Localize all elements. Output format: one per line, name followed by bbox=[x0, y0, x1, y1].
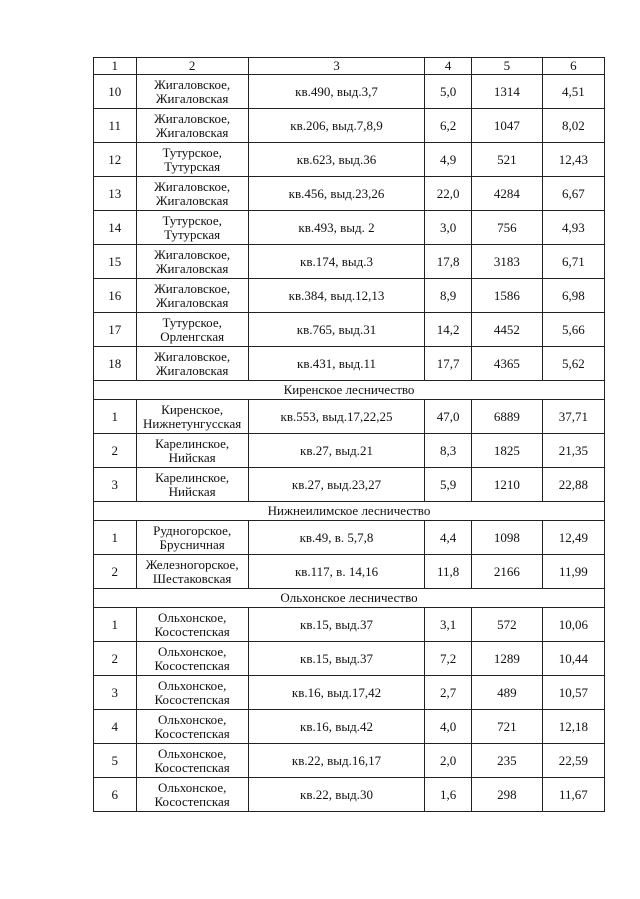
value-cell: 5,62 bbox=[542, 347, 604, 381]
district-line: Киренское, bbox=[161, 401, 224, 417]
district-line: Нийская bbox=[168, 483, 216, 499]
row-number-cell: 10 bbox=[94, 75, 137, 109]
row-number-cell: 4 bbox=[94, 710, 137, 744]
table-row bbox=[94, 109, 605, 143]
column-number-header-row bbox=[94, 58, 605, 75]
district-line: Ольхонское, bbox=[157, 711, 227, 727]
header-cell: 4 bbox=[425, 58, 472, 75]
quarter-section-cell: кв.493, выд. 2 bbox=[248, 211, 425, 245]
quarter-section-cell: кв.384, выд.12,13 bbox=[248, 279, 425, 313]
quarter-section-cell: кв.22, выд.30 bbox=[248, 778, 425, 812]
value-cell: 12,49 bbox=[542, 521, 604, 555]
table-row bbox=[94, 177, 605, 211]
table-row bbox=[94, 521, 605, 555]
district-line: Жигаловская bbox=[155, 124, 229, 140]
area-cell: 22,0 bbox=[425, 177, 472, 211]
row-number-cell: 2 bbox=[94, 555, 137, 589]
area-cell: 8,9 bbox=[425, 279, 472, 313]
district-line: Орленгская bbox=[160, 328, 225, 344]
value-cell: 21,35 bbox=[542, 434, 604, 468]
volume-cell: 1314 bbox=[472, 75, 543, 109]
district-line: Тутурское, bbox=[162, 212, 222, 228]
forest-district-cell bbox=[136, 642, 248, 676]
section-title: Нижнеилимское лесничество bbox=[94, 502, 605, 521]
volume-cell: 298 bbox=[472, 778, 543, 812]
value-cell: 12,18 bbox=[542, 710, 604, 744]
district-line: Жигаловская bbox=[155, 90, 229, 106]
table-row bbox=[94, 744, 605, 778]
area-cell: 11,8 bbox=[425, 555, 472, 589]
table-row bbox=[94, 400, 605, 434]
value-cell: 22,59 bbox=[542, 744, 604, 778]
forest-district-cell bbox=[136, 347, 248, 381]
quarter-section-cell: кв.49, в. 5,7,8 bbox=[248, 521, 425, 555]
quarter-section-cell: кв.15, выд.37 bbox=[248, 642, 425, 676]
table-row bbox=[94, 75, 605, 109]
value-cell: 37,71 bbox=[542, 400, 604, 434]
row-number-cell: 3 bbox=[94, 676, 137, 710]
quarter-section-cell: кв.22, выд.16,17 bbox=[248, 744, 425, 778]
quarter-section-cell: кв.765, выд.31 bbox=[248, 313, 425, 347]
district-line: Косостепская bbox=[154, 793, 230, 809]
district-line: Косостепская bbox=[154, 691, 230, 707]
district-line: Ольхонское, bbox=[157, 609, 227, 625]
table-row bbox=[94, 608, 605, 642]
district-line: Жигаловское, bbox=[154, 178, 231, 194]
forest-district-cell bbox=[136, 608, 248, 642]
forest-district-cell bbox=[136, 710, 248, 744]
quarter-section-cell: кв.174, выд.3 bbox=[248, 245, 425, 279]
district-line: Тутурская bbox=[164, 226, 221, 242]
district-line: Жигаловская bbox=[155, 294, 229, 310]
volume-cell: 6889 bbox=[472, 400, 543, 434]
volume-cell: 572 bbox=[472, 608, 543, 642]
district-line: Косостепская bbox=[154, 623, 230, 639]
district-line: Карелинское, bbox=[155, 469, 230, 485]
forest-district-cell bbox=[136, 400, 248, 434]
forest-district-cell bbox=[136, 744, 248, 778]
table-row bbox=[94, 642, 605, 676]
header-cell: 1 bbox=[94, 58, 137, 75]
table-body bbox=[94, 58, 605, 812]
row-number-cell: 1 bbox=[94, 400, 137, 434]
district-line: Жигаловское, bbox=[154, 110, 231, 126]
volume-cell: 489 bbox=[472, 676, 543, 710]
area-cell: 14,2 bbox=[425, 313, 472, 347]
row-number-cell: 2 bbox=[94, 642, 137, 676]
value-cell: 4,93 bbox=[542, 211, 604, 245]
quarter-section-cell: кв.456, выд.23,26 bbox=[248, 177, 425, 211]
area-cell: 7,2 bbox=[425, 642, 472, 676]
row-number-cell: 6 bbox=[94, 778, 137, 812]
district-line: Брусничная bbox=[159, 536, 225, 552]
area-cell: 4,9 bbox=[425, 143, 472, 177]
header-cell: 6 bbox=[542, 58, 604, 75]
volume-cell: 4284 bbox=[472, 177, 543, 211]
forest-district-cell bbox=[136, 521, 248, 555]
row-number-cell: 1 bbox=[94, 521, 137, 555]
area-cell: 1,6 bbox=[425, 778, 472, 812]
district-line: Ольхонское, bbox=[157, 745, 227, 761]
table-row bbox=[94, 245, 605, 279]
quarter-section-cell: кв.553, выд.17,22,25 bbox=[248, 400, 425, 434]
district-line: Нижнетунгусская bbox=[143, 415, 242, 431]
district-line: Нийская bbox=[168, 449, 216, 465]
quarter-section-cell: кв.431, выд.11 bbox=[248, 347, 425, 381]
volume-cell: 1825 bbox=[472, 434, 543, 468]
table-row bbox=[94, 468, 605, 502]
forest-district-cell bbox=[136, 143, 248, 177]
area-cell: 4,0 bbox=[425, 710, 472, 744]
district-line: Шестаковская bbox=[152, 570, 232, 586]
forest-district-cell bbox=[136, 211, 248, 245]
area-cell: 17,7 bbox=[425, 347, 472, 381]
forest-district-cell bbox=[136, 468, 248, 502]
district-line: Жигаловское, bbox=[154, 246, 231, 262]
area-cell: 5,9 bbox=[425, 468, 472, 502]
district-line: Рудногорское, bbox=[153, 522, 232, 538]
district-line: Косостепская bbox=[154, 657, 230, 673]
district-line: Косостепская bbox=[154, 725, 230, 741]
value-cell: 4,51 bbox=[542, 75, 604, 109]
district-line: Косостепская bbox=[154, 759, 230, 775]
volume-cell: 2166 bbox=[472, 555, 543, 589]
area-cell: 3,0 bbox=[425, 211, 472, 245]
area-cell: 17,8 bbox=[425, 245, 472, 279]
volume-cell: 756 bbox=[472, 211, 543, 245]
section-header-row bbox=[94, 381, 605, 400]
volume-cell: 4365 bbox=[472, 347, 543, 381]
row-number-cell: 5 bbox=[94, 744, 137, 778]
table-row bbox=[94, 211, 605, 245]
forest-district-cell bbox=[136, 676, 248, 710]
volume-cell: 3183 bbox=[472, 245, 543, 279]
volume-cell: 721 bbox=[472, 710, 543, 744]
volume-cell: 4452 bbox=[472, 313, 543, 347]
quarter-section-cell: кв.16, выд.42 bbox=[248, 710, 425, 744]
row-number-cell: 14 bbox=[94, 211, 137, 245]
district-line: Жигаловское, bbox=[154, 280, 231, 296]
table-row bbox=[94, 313, 605, 347]
quarter-section-cell: кв.490, выд.3,7 bbox=[248, 75, 425, 109]
area-cell: 47,0 bbox=[425, 400, 472, 434]
row-number-cell: 15 bbox=[94, 245, 137, 279]
area-cell: 2,7 bbox=[425, 676, 472, 710]
district-line: Ольхонское, bbox=[157, 643, 227, 659]
value-cell: 5,66 bbox=[542, 313, 604, 347]
forest-district-cell bbox=[136, 75, 248, 109]
value-cell: 10,06 bbox=[542, 608, 604, 642]
value-cell: 12,43 bbox=[542, 143, 604, 177]
value-cell: 22,88 bbox=[542, 468, 604, 502]
value-cell: 10,44 bbox=[542, 642, 604, 676]
forest-district-cell bbox=[136, 434, 248, 468]
row-number-cell: 17 bbox=[94, 313, 137, 347]
volume-cell: 1098 bbox=[472, 521, 543, 555]
district-line: Жигаловская bbox=[155, 362, 229, 378]
value-cell: 11,67 bbox=[542, 778, 604, 812]
district-line: Жигаловская bbox=[155, 192, 229, 208]
table-row bbox=[94, 143, 605, 177]
row-number-cell: 2 bbox=[94, 434, 137, 468]
value-cell: 6,98 bbox=[542, 279, 604, 313]
district-line: Тутурская bbox=[164, 158, 221, 174]
forest-district-cell bbox=[136, 245, 248, 279]
section-header-row bbox=[94, 589, 605, 608]
table-row bbox=[94, 279, 605, 313]
section-title: Киренское лесничество bbox=[94, 381, 605, 400]
forest-district-cell bbox=[136, 177, 248, 211]
header-cell: 2 bbox=[136, 58, 248, 75]
quarter-section-cell: кв.623, выд.36 bbox=[248, 143, 425, 177]
row-number-cell: 11 bbox=[94, 109, 137, 143]
district-line: Тутурское, bbox=[162, 314, 222, 330]
district-line: Карелинское, bbox=[155, 435, 230, 451]
section-title: Ольхонское лесничество bbox=[94, 589, 605, 608]
section-header-row bbox=[94, 502, 605, 521]
area-cell: 3,1 bbox=[425, 608, 472, 642]
area-cell: 5,0 bbox=[425, 75, 472, 109]
quarter-section-cell: кв.117, в. 14,16 bbox=[248, 555, 425, 589]
table-row bbox=[94, 710, 605, 744]
district-line: Тутурское, bbox=[162, 144, 222, 160]
table-row bbox=[94, 555, 605, 589]
row-number-cell: 13 bbox=[94, 177, 137, 211]
forest-district-cell bbox=[136, 313, 248, 347]
district-line: Ольхонское, bbox=[157, 779, 227, 795]
forest-district-cell bbox=[136, 109, 248, 143]
forest-district-cell bbox=[136, 279, 248, 313]
quarter-section-cell: кв.16, выд.17,42 bbox=[248, 676, 425, 710]
district-line: Жигаловское, bbox=[154, 76, 231, 92]
volume-cell: 1586 bbox=[472, 279, 543, 313]
district-line: Ольхонское, bbox=[157, 677, 227, 693]
quarter-section-cell: кв.206, выд.7,8,9 bbox=[248, 109, 425, 143]
row-number-cell: 12 bbox=[94, 143, 137, 177]
table-row bbox=[94, 434, 605, 468]
row-number-cell: 18 bbox=[94, 347, 137, 381]
area-cell: 6,2 bbox=[425, 109, 472, 143]
row-number-cell: 16 bbox=[94, 279, 137, 313]
table-row bbox=[94, 347, 605, 381]
data-table bbox=[93, 57, 605, 812]
header-cell: 3 bbox=[248, 58, 425, 75]
table-row bbox=[94, 778, 605, 812]
district-line: Жигаловская bbox=[155, 260, 229, 276]
volume-cell: 235 bbox=[472, 744, 543, 778]
area-cell: 2,0 bbox=[425, 744, 472, 778]
table-row bbox=[94, 676, 605, 710]
value-cell: 6,67 bbox=[542, 177, 604, 211]
district-line: Жигаловское, bbox=[154, 348, 231, 364]
volume-cell: 1047 bbox=[472, 109, 543, 143]
forest-district-cell bbox=[136, 555, 248, 589]
volume-cell: 1289 bbox=[472, 642, 543, 676]
header-cell: 5 bbox=[472, 58, 543, 75]
value-cell: 6,71 bbox=[542, 245, 604, 279]
row-number-cell: 3 bbox=[94, 468, 137, 502]
volume-cell: 521 bbox=[472, 143, 543, 177]
forest-district-cell bbox=[136, 778, 248, 812]
value-cell: 10,57 bbox=[542, 676, 604, 710]
area-cell: 4,4 bbox=[425, 521, 472, 555]
volume-cell: 1210 bbox=[472, 468, 543, 502]
value-cell: 11,99 bbox=[542, 555, 604, 589]
row-number-cell: 1 bbox=[94, 608, 137, 642]
value-cell: 8,02 bbox=[542, 109, 604, 143]
quarter-section-cell: кв.27, выд.23,27 bbox=[248, 468, 425, 502]
quarter-section-cell: кв.15, выд.37 bbox=[248, 608, 425, 642]
area-cell: 8,3 bbox=[425, 434, 472, 468]
quarter-section-cell: кв.27, выд.21 bbox=[248, 434, 425, 468]
district-line: Железногорское, bbox=[145, 556, 239, 572]
